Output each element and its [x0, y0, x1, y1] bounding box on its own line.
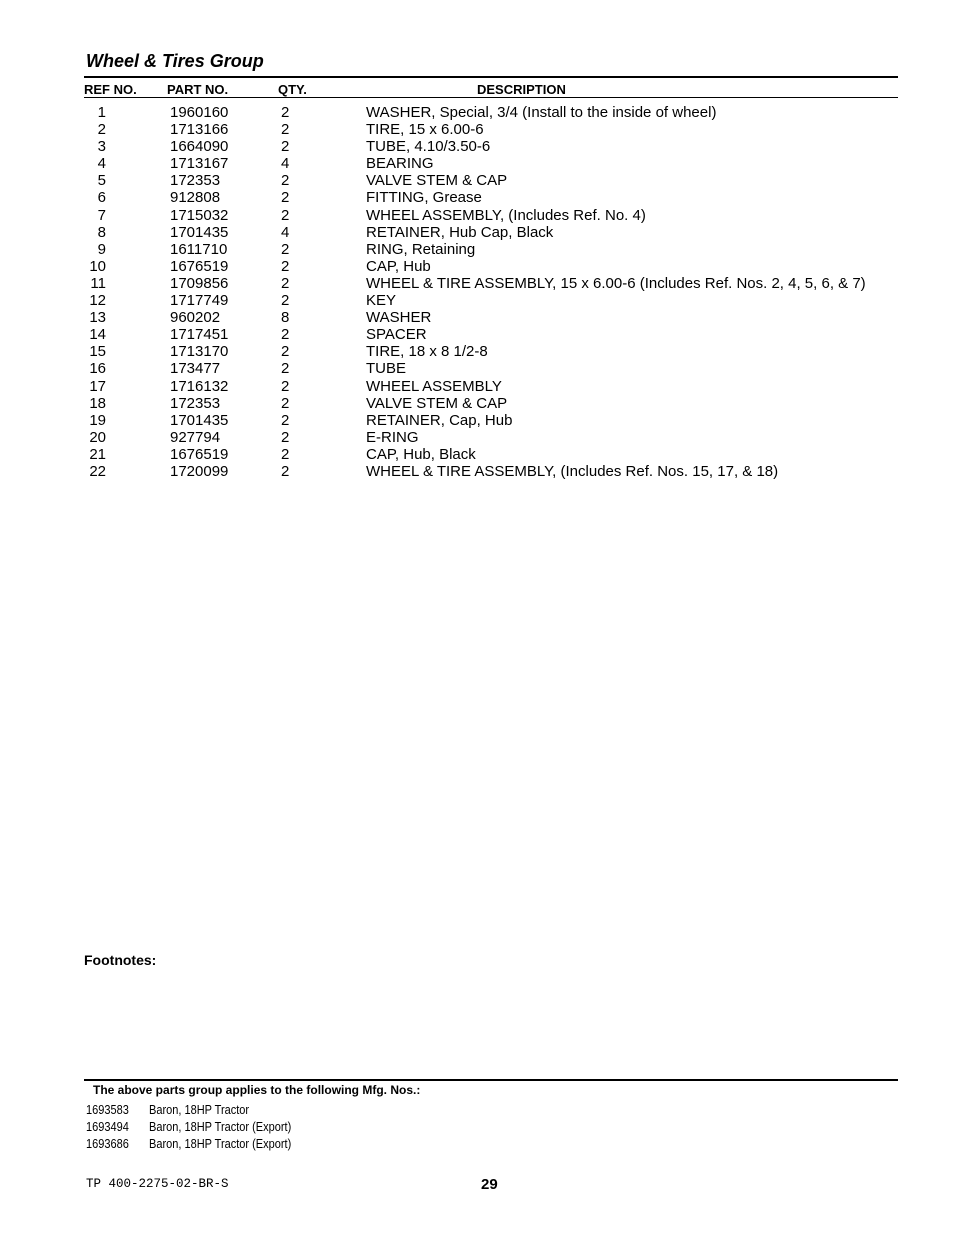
description-cell: TIRE, 18 x 8 1/2-8 — [366, 343, 488, 361]
part-no-cell: 172353 — [170, 394, 221, 412]
table-row — [0, 138, 954, 155]
description-cell: WHEEL ASSEMBLY, (Includes Ref. No. 4) — [366, 206, 646, 224]
part-no-cell: 912808 — [170, 189, 221, 207]
ref-no-cell: 3 — [97, 138, 106, 156]
part-no-cell: 1716132 — [170, 377, 229, 395]
table-row — [0, 104, 954, 121]
part-no-cell: 1960160 — [170, 104, 229, 121]
mfg-item — [0, 1119, 954, 1136]
description-cell: WHEEL & TIRE ASSEMBLY, (Includes Ref. Nos. 15, 17, & 18) — [366, 462, 779, 480]
description-cell: CAP, Hub, Black — [366, 445, 476, 463]
part-no-cell: 1701435 — [170, 411, 229, 429]
part-no-cell: 1676519 — [170, 257, 229, 275]
table-row — [0, 429, 954, 446]
description-cell: FITTING, Grease — [366, 189, 482, 207]
ref-no-cell: 15 — [89, 343, 106, 361]
qty-cell: 2 — [281, 462, 290, 480]
ref-no-cell: 14 — [89, 326, 106, 344]
ref-no-cell: 18 — [89, 394, 106, 412]
ref-no-cell: 8 — [97, 223, 106, 241]
mfg-number-list — [0, 1102, 954, 1153]
qty-cell: 2 — [281, 343, 290, 361]
qty-cell: 2 — [281, 189, 290, 207]
ref-no-cell: 11 — [90, 274, 106, 292]
qty-cell: 2 — [281, 104, 290, 121]
qty-cell: 2 — [281, 428, 290, 446]
table-row — [0, 309, 954, 326]
ref-no-cell: 22 — [89, 462, 106, 480]
qty-cell: 2 — [281, 292, 290, 310]
description-cell: TUBE, 4.10/3.50-6 — [366, 138, 491, 156]
description-cell: WASHER, Special, 3/4 (Install to the inside of wheel) — [366, 104, 717, 121]
qty-cell: 2 — [281, 121, 290, 139]
description-cell: VALVE STEM & CAP — [366, 394, 508, 412]
part-no-cell: 172353 — [170, 172, 221, 190]
description-cell: WHEEL & TIRE ASSEMBLY, 15 x 6.00-6 (Includes Ref. Nos. 2, 4, 5, 6, & 7) — [366, 274, 866, 292]
ref-no-cell: 5 — [97, 172, 106, 190]
table-row — [0, 121, 954, 138]
description-cell: E-RING — [366, 428, 419, 446]
header-ref-no: REF NO. — [84, 82, 137, 97]
table-row — [0, 378, 954, 395]
mfg-number: 1693686 — [86, 1137, 129, 1151]
table-row — [0, 189, 954, 206]
description-cell: WASHER — [366, 309, 432, 327]
description-cell: RETAINER, Cap, Hub — [366, 411, 513, 429]
table-row — [0, 446, 954, 463]
mfg-number: 1693583 — [86, 1103, 129, 1117]
ref-no-cell: 21 — [89, 445, 106, 463]
qty-cell: 2 — [281, 326, 290, 344]
ref-no-cell: 16 — [89, 360, 106, 378]
header-rule — [84, 97, 898, 98]
part-no-cell: 1717749 — [170, 292, 229, 310]
ref-no-cell: 4 — [97, 155, 106, 173]
doc-code: TP 400-2275-02-BR-S — [86, 1177, 229, 1191]
qty-cell: 2 — [281, 240, 290, 258]
ref-no-cell: 17 — [89, 377, 106, 395]
table-row — [0, 258, 954, 275]
description-cell: RETAINER, Hub Cap, Black — [366, 223, 554, 241]
part-no-cell: 173477 — [170, 360, 221, 378]
description-cell: CAP, Hub — [366, 257, 431, 275]
table-row — [0, 412, 954, 429]
header-part-no: PART NO. — [167, 82, 229, 97]
mfg-description: Baron, 18HP Tractor — [149, 1103, 250, 1117]
qty-cell: 2 — [281, 172, 290, 190]
qty-cell: 2 — [281, 411, 290, 429]
ref-no-cell: 20 — [89, 428, 106, 446]
part-no-cell: 1709856 — [170, 274, 229, 292]
qty-cell: 2 — [281, 360, 290, 378]
table-row — [0, 155, 954, 172]
table-row — [0, 224, 954, 241]
table-row — [0, 172, 954, 189]
qty-cell: 2 — [281, 445, 290, 463]
qty-cell: 4 — [281, 223, 290, 241]
part-no-cell: 927794 — [170, 428, 221, 446]
part-no-cell: 1701435 — [170, 223, 229, 241]
page-title: Wheel & Tires Group — [86, 51, 264, 71]
header-qty: QTY. — [278, 82, 307, 97]
qty-cell: 2 — [281, 206, 290, 224]
description-cell: BEARING — [366, 155, 434, 173]
page-number: 29 — [481, 1176, 498, 1193]
part-no-cell: 1611710 — [170, 240, 228, 258]
part-no-cell: 1720099 — [170, 462, 229, 480]
ref-no-cell: 10 — [89, 257, 106, 275]
table-row — [0, 395, 954, 412]
ref-no-cell: 12 — [89, 292, 106, 310]
ref-no-cell: 2 — [97, 121, 106, 139]
mfg-item — [0, 1102, 954, 1119]
description-cell: TUBE — [366, 360, 407, 378]
footnotes-label: Footnotes: — [84, 952, 157, 968]
mfg-description: Baron, 18HP Tractor (Export) — [149, 1137, 292, 1151]
qty-cell: 4 — [281, 155, 290, 173]
ref-no-cell: 19 — [89, 411, 106, 429]
title-rule — [84, 76, 898, 78]
qty-cell: 2 — [281, 377, 290, 395]
description-cell: KEY — [366, 292, 397, 310]
part-no-cell: 1713166 — [170, 121, 229, 139]
part-no-cell: 1713167 — [170, 155, 229, 173]
applies-text: The above parts group applies to the following Mfg. Nos.: — [93, 1083, 421, 1097]
table-row — [0, 275, 954, 292]
qty-cell: 2 — [281, 394, 290, 412]
part-no-cell: 1715032 — [170, 206, 229, 224]
ref-no-cell: 1 — [97, 104, 106, 121]
table-row — [0, 326, 954, 343]
mfg-number: 1693494 — [86, 1120, 129, 1134]
description-cell: TIRE, 15 x 6.00-6 — [366, 121, 484, 139]
ref-no-cell: 6 — [97, 189, 106, 207]
table-row — [0, 463, 954, 480]
part-no-cell: 960202 — [170, 309, 221, 327]
description-cell: SPACER — [366, 326, 427, 344]
part-no-cell: 1717451 — [170, 326, 229, 344]
applies-rule — [84, 1079, 898, 1081]
table-row — [0, 241, 954, 258]
qty-cell: 2 — [281, 257, 290, 275]
table-row — [0, 343, 954, 360]
header-description: DESCRIPTION — [477, 82, 566, 97]
qty-cell: 2 — [281, 138, 290, 156]
mfg-item — [0, 1136, 954, 1153]
qty-cell: 2 — [281, 274, 290, 292]
part-no-cell: 1676519 — [170, 445, 229, 463]
part-no-cell: 1664090 — [170, 138, 229, 156]
table-row — [0, 360, 954, 377]
description-cell: RING, Retaining — [366, 240, 476, 258]
description-cell: VALVE STEM & CAP — [366, 172, 508, 190]
ref-no-cell: 13 — [89, 309, 106, 327]
mfg-description: Baron, 18HP Tractor (Export) — [149, 1120, 292, 1134]
qty-cell: 8 — [281, 309, 290, 327]
description-cell: WHEEL ASSEMBLY — [366, 377, 502, 395]
table-row — [0, 292, 954, 309]
ref-no-cell: 7 — [97, 206, 106, 224]
parts-table — [0, 104, 954, 480]
ref-no-cell: 9 — [97, 240, 106, 258]
part-no-cell: 1713170 — [170, 343, 229, 361]
table-row — [0, 207, 954, 224]
